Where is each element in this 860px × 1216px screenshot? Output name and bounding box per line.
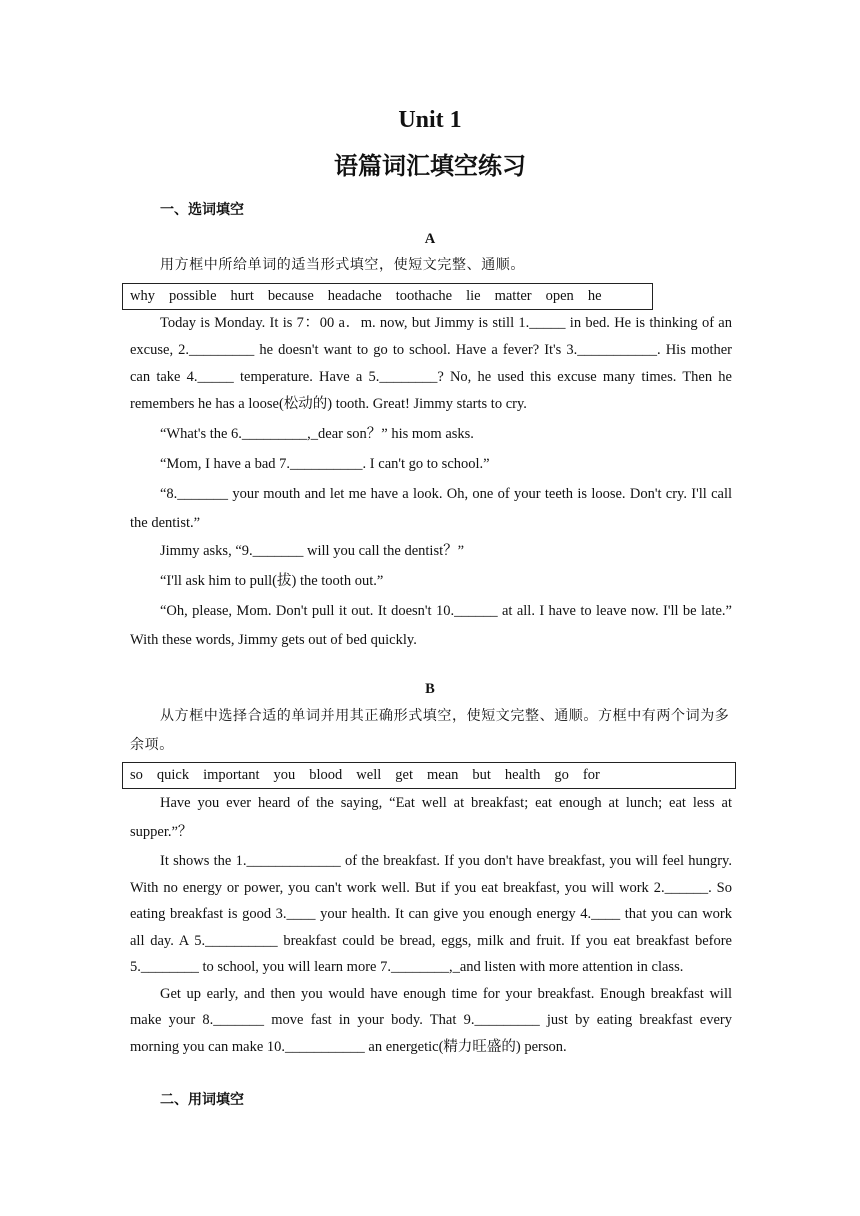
word-box-item: headache	[327, 288, 382, 305]
passage-a-paragraph: “Oh, please, Mom. Don't pull it out. It doesn't 10.______ at all. I have to leave now. I'll be late.” With these words, Jimmy gets out of bed quickly.	[130, 603, 732, 648]
part-a-instruction: 用方框中所给单词的适当形式填空，使短文完整、通顺。	[160, 257, 525, 273]
word-box-item: open	[545, 288, 574, 305]
word-box-item: so	[130, 767, 143, 784]
word-box-a	[122, 283, 653, 310]
word-box-item: toothache	[395, 288, 453, 305]
word-box-item: health	[504, 767, 541, 784]
passage-b-paragraph: Get up early, and then you would have enough time for your breakfast. Enough breakfast will make your 8._______ move fast in your body. That 9._________ just by eating breakfast every morning you can make 10.___________ an energetic(精力旺盛的) person.	[130, 985, 732, 1055]
passage-a-paragraph: “I'll ask him to pull(拔) the tooth out.”	[160, 572, 384, 589]
word-box-item: why	[130, 288, 155, 305]
passage-a-paragraph: “What's the 6._________,_dear son？” his mom asks.	[160, 426, 474, 442]
word-box-item: he	[587, 288, 602, 305]
unit-title: Unit 1	[398, 107, 462, 133]
section-heading-2: 二、用词填空	[160, 1092, 244, 1108]
word-box-item: blood	[309, 767, 343, 784]
passage-a-paragraph: “8._______ your mouth and let me have a look. Oh, one of your teeth is loose. Don't cry. I'll call the dentist.”	[130, 486, 732, 531]
word-box-item: lie	[466, 288, 481, 305]
word-box-item: hurt	[230, 288, 254, 305]
section-heading-1: 一、选词填空	[160, 202, 244, 218]
passage-a	[130, 310, 732, 655]
word-box-item: but	[472, 767, 491, 784]
word-box-item: quick	[156, 767, 190, 784]
word-box-item: get	[395, 767, 413, 784]
passage-a-paragraph: “Mom, I have a bad 7.__________. I can't go to school.”	[160, 455, 490, 472]
word-box-item: well	[356, 767, 382, 784]
word-box-item: matter	[494, 288, 532, 305]
word-box-item: because	[267, 288, 314, 305]
word-box-item: you	[273, 767, 296, 784]
passage-b-paragraph: It shows the 1._____________ of the breakfast. If you don't have breakfast, you will feel hungry. With no energy or power, you can't work well. But if you eat breakfast, you will work 2.______. So eating breakfast is good 3.____ your health. It can give you enough energy 4.____ that you can work all day. A 5.__________ breakfast could be bread, eggs, milk and fruit. If you eat breakfast before 5.________ to school, you will learn more 7.________,_and listen with more attention in class.	[130, 853, 732, 975]
passage-b-paragraph: Have you ever heard of the saying, “Eat well at breakfast; eat enough at lunch; eat less at supper.”？	[130, 795, 732, 840]
word-box-item: important	[203, 767, 260, 784]
word-box-item: mean	[426, 767, 459, 784]
part-b-instruction: 从方框中选择合适的单词并用其正确形式填空，使短文完整、通顺。方框中有两个词为多余项。	[130, 708, 730, 753]
passage-a-paragraph: Today is Monday. It is 7：00 a．m. now, but Jimmy is still 1._____ in bed. He is thinking of an excuse, 2._________ he doesn't want to go to school. Have a fever? It's 3.___________. His mother can take 4._____ temperature. Have a 5.________? No, he used this excuse many times. Then he remembers he has a loose(松动的) tooth. Great! Jimmy starts to cry.	[130, 315, 732, 412]
exercise-title: 语篇词汇填空练习	[334, 152, 526, 180]
part-a-label: A	[424, 231, 436, 247]
word-box-b	[122, 762, 736, 789]
word-box-item: possible	[168, 288, 217, 305]
word-box-item: go	[554, 767, 569, 784]
part-b-label: B	[425, 681, 435, 697]
passage-a-paragraph: Jimmy asks, “9._______ will you call the dentist？”	[160, 543, 465, 559]
word-box-item: for	[582, 767, 600, 784]
passage-b	[130, 789, 732, 1060]
